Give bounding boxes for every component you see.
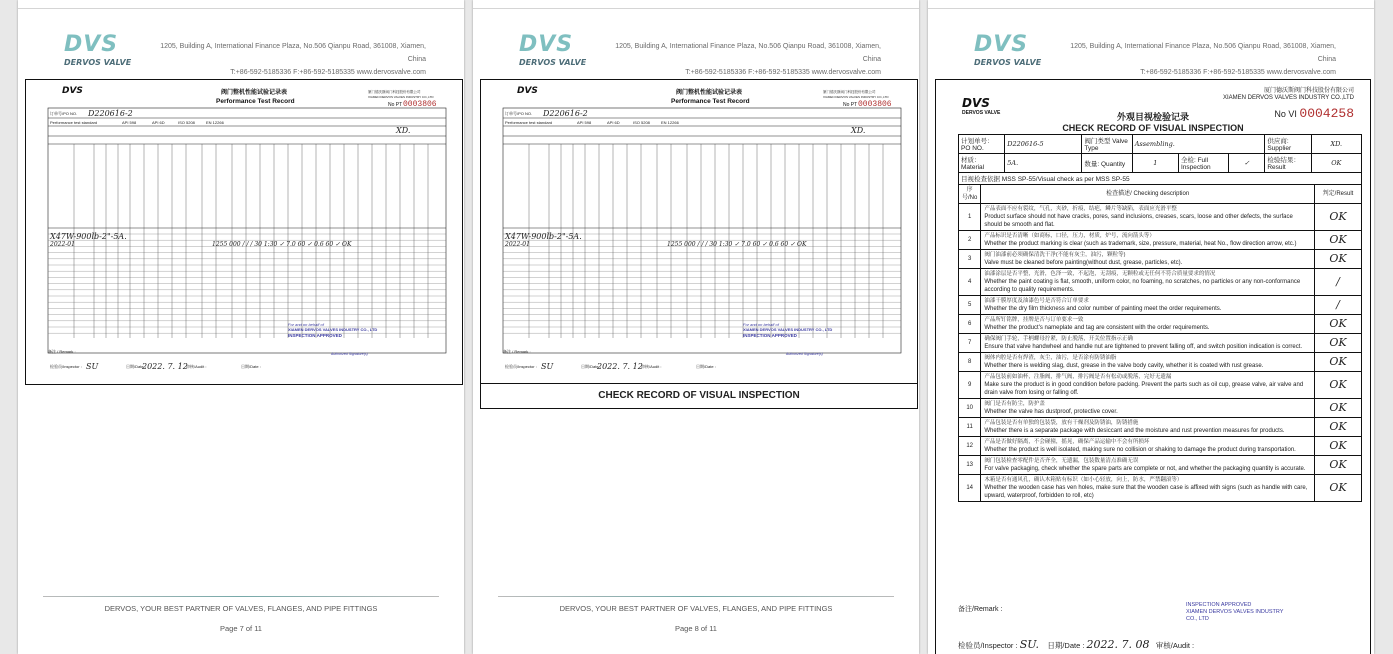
scanned-performance-test-record: [480, 79, 918, 385]
logo-mark: DVS: [64, 32, 119, 57]
supplier-label: 供应商: Supplier: [1265, 135, 1311, 154]
scanned-performance-test-record: [25, 79, 463, 385]
scan-po-label: 订单号/PO NO.: [50, 111, 78, 116]
performance-record-grid: [481, 80, 917, 384]
contact-line: T:+86-592-5185336 F:+86-592-5185335 www.dervosvalve.com: [685, 69, 881, 76]
inspection-item-row: [959, 231, 1362, 250]
performance-record-grid: [26, 80, 462, 384]
po-value: D220616-5: [1005, 135, 1082, 154]
item-description: [981, 334, 1315, 353]
item-result: /: [1315, 269, 1362, 296]
inspection-item-row: [959, 399, 1362, 418]
date-label: 日期/Date :: [1047, 641, 1085, 650]
item-description-cn: 产品表面不应有裂纹，气孔，夹砂，折痕，结疤，鳞片等缺陷，表面应光滑平整: [984, 206, 1177, 212]
company-logo: [64, 34, 136, 70]
valve-type-label: 阀门类型 Valve Type: [1082, 135, 1132, 154]
scan-row-1: X47W-900lb-2"-5A.: [50, 232, 127, 241]
valve-type-value: Assembling.: [1132, 135, 1265, 154]
item-result: OK: [1315, 418, 1362, 437]
stamp-line: For and on behalf of: [288, 322, 324, 327]
logo-mark: DVS: [519, 32, 574, 57]
stamp-line: Authorized Signature(s): [331, 352, 368, 356]
scan-std-option: API 598: [577, 120, 592, 125]
scan-std-option: API 598: [122, 120, 137, 125]
item-description-en: Whether the product's nameplate and tag are consistent with the order requirements.: [984, 325, 1210, 331]
scan-date-label: 日期/Date :: [126, 364, 146, 369]
sheet-company-en: XIAMEN DERVOS VALVES INDUSTRY CO.,LTD: [1222, 95, 1354, 101]
approval-stamp: [1186, 602, 1296, 632]
item-result: OK: [1315, 204, 1362, 231]
item-description-en: Valve must be cleaned before painting(without dust, grease, particles, etc).: [984, 260, 1183, 266]
scan-std-option: ISO 5208: [633, 120, 650, 125]
stamp-line: INSPECTION APPROVED: [288, 333, 342, 338]
scan-remark: 备注 / Remark :: [503, 349, 531, 354]
supplier-value: XD.: [1311, 135, 1361, 154]
item-description-en: Ensure that valve handwheel and handle nut are tightened to prevent falling off, and switch position indication is correct.: [984, 344, 1303, 350]
scan-no-label: No PT: [388, 102, 403, 108]
item-result: OK: [1315, 437, 1362, 456]
item-description-en: Whether the product is well isolated, making sure no collision or shaking to damage the product during transportation.: [984, 447, 1296, 453]
letterhead-address: [146, 40, 426, 79]
inspection-item-row: [959, 269, 1362, 296]
material-value: 5A.: [1005, 154, 1082, 173]
item-result: OK: [1315, 250, 1362, 269]
item-result: OK: [1315, 231, 1362, 250]
inspection-item-row: [959, 296, 1362, 315]
scan-row-2: 2022-01: [505, 241, 530, 248]
item-result: OK: [1315, 315, 1362, 334]
scan-std-option: API 6D: [607, 120, 620, 125]
item-description-cn: 产品包装前如油杯，注脂阀，排气阀，排污阀是否有松动或脱落，完好无遗漏: [984, 374, 1172, 380]
stamp-line: Authorized Signature(s): [786, 352, 823, 356]
item-description-en: Whether the paint coating is flat, smooth, uniform color, no foaming, no scratches, no particles or any non-conformance according to quality requirements.: [984, 279, 1301, 293]
document-page-9: [928, 0, 1374, 654]
item-description: [981, 418, 1315, 437]
item-description-en: Whether the wooden case has ven holes, make sure that the wooden case is affixed with signs (such as handle with care, upward, waterproof, forbidden to roll, etc): [984, 485, 1308, 499]
scan-company-en: XIAMEN DERVOS VALVES INDUSTRY CO.,LTD: [823, 95, 889, 99]
document-page-7: [18, 0, 464, 654]
item-number: 1: [959, 204, 981, 231]
inspection-item-row: [959, 475, 1362, 502]
footer-tagline: DERVOS, YOUR BEST PARTNER OF VALVES, FLANGES, AND PIPE FITTINGS: [559, 604, 833, 613]
quantity-label: 数量: Quantity: [1082, 154, 1132, 173]
scan-row-values: 1255 000 / / / 30 1:30 ✓ 7.0 60 ✓ 0.6 60 ✓ OK: [212, 241, 352, 248]
item-result: OK: [1315, 372, 1362, 399]
scan-standard-label: Performance test standard: [50, 120, 98, 125]
logo-brand: DERVOS VALVE: [974, 58, 1042, 67]
item-description: [981, 231, 1315, 250]
result-label: 检验结果：Result: [1265, 154, 1311, 173]
signature-row: [958, 638, 1194, 651]
inspection-item-row: [959, 334, 1362, 353]
stamp-line: INSPECTION APPROVED: [1186, 602, 1252, 608]
page-number: Page 8 of 11: [675, 624, 717, 633]
scan-title-cn: 阀门整机性能试验记录表: [676, 90, 743, 96]
item-description: [981, 475, 1315, 502]
scan-title-en: Performance Test Record: [671, 98, 750, 105]
scan-no-label: No PT: [843, 102, 858, 108]
item-description-en: Product surface should not have cracks, pores, sand inclusions, creases, scars, loose and other defects, the surface should be smooth and flat.: [984, 214, 1293, 228]
item-number: 10: [959, 399, 981, 418]
company-logo: [974, 34, 1046, 70]
column-header-result: 判定/Result: [1315, 185, 1362, 204]
item-result: OK: [1315, 456, 1362, 475]
scan-supplier-value: XD.: [851, 126, 866, 135]
inspector-label: 检验员/Inspector :: [958, 641, 1018, 650]
item-description-cn: 木箱是否有通风孔，确认木箱贴有标识（如小心轻放，向上，防水，严禁翻滚等）: [984, 477, 1183, 483]
scan-inspector-label: 检验员/Inspector :: [505, 364, 537, 369]
item-description: [981, 269, 1315, 296]
scan-title-en: Performance Test Record: [216, 98, 295, 105]
inspection-header-table: [958, 134, 1362, 185]
sheet-company: [1223, 88, 1354, 102]
scan-std-option: API 6D: [152, 120, 165, 125]
item-description-cn: 油漆涂层是否平整，光滑，色泽一致，不起泡，无刮痕，无颗粒或无任何不符合质量要求的情况: [984, 271, 1216, 277]
scan-audit-label: 审核/Audit :: [186, 364, 207, 369]
scan-row-2: 2022-01: [50, 241, 75, 248]
sheet-no-label: No VI: [1274, 109, 1297, 119]
figure-caption: CHECK RECORD OF VISUAL INSPECTION: [598, 390, 800, 401]
footer-tagline: DERVOS, YOUR BEST PARTNER OF VALVES, FLANGES, AND PIPE FITTINGS: [104, 604, 378, 613]
contact-line: T:+86-592-5185336 F:+86-592-5185335 www.dervosvalve.com: [230, 69, 426, 76]
scan-std-option: ISO 5208: [178, 120, 195, 125]
scan-title-cn: 阀门整机性能试验记录表: [221, 90, 288, 96]
item-description-en: Whether the dry film thickness and color number of painting meet the order requirements.: [984, 306, 1222, 312]
scan-company-en: XIAMEN DERVOS VALVES INDUSTRY CO.,LTD: [368, 95, 434, 99]
item-number: 8: [959, 353, 981, 372]
item-description-en: Whether the valve has dustproof, protective cover.: [984, 409, 1118, 415]
inspection-item-row: [959, 353, 1362, 372]
item-number: 5: [959, 296, 981, 315]
item-description-en: For valve packaging, check whether the spare parts are complete or not, and whether the packaging quantity is accurate.: [984, 466, 1306, 472]
previous-page-edge: [928, 0, 1374, 9]
item-result: OK: [1315, 475, 1362, 502]
inspection-item-row: [959, 418, 1362, 437]
item-description: [981, 315, 1315, 334]
scan-supplier-value: XD.: [396, 126, 411, 135]
full-inspection-label: 全检: Full Inspection: [1178, 154, 1228, 173]
inspector-value: SU.: [1019, 638, 1039, 651]
scan-inspector-label: 检验员/Inspector :: [50, 364, 82, 369]
scan-audit-date-label: 日期/Date :: [241, 364, 261, 369]
po-label: 计划单号：PO NO.: [959, 135, 1005, 154]
contact-line: T:+86-592-5185336 F:+86-592-5185335 www.dervosvalve.com: [1140, 69, 1336, 76]
item-result: OK: [1315, 334, 1362, 353]
scan-remark: 备注 / Remark :: [48, 349, 76, 354]
scan-std-option: EN 12266: [661, 120, 679, 125]
scan-po-value: D220616-2: [543, 109, 588, 118]
sheet-company-cn: 厦门德沃斯阀门科技股份有限公司: [1263, 88, 1354, 94]
item-description-cn: 产品标识是否清晰（如商标，口径，压力，材质，炉号，流向箭头等）: [984, 233, 1155, 239]
column-header-no: 序号/No: [959, 185, 981, 204]
item-description-cn: 阀门油漆前必须确保清洗干净(不能有灰尘，油污，颗粒等): [984, 252, 1126, 258]
stamp-line: XIAMEN DERVOS VALVES INDUSTRY CO., LTD: [1186, 609, 1284, 622]
sheet-title-en: CHECK RECORD OF VISUAL INSPECTION: [1062, 123, 1244, 133]
audit-label: 审核/Audit :: [1155, 641, 1195, 650]
checking-items-table: [958, 184, 1362, 502]
scan-date-label: 日期/Date :: [581, 364, 601, 369]
address-line: 1205, Building A, International Finance Plaza, No.506 Qianpu Road, 361008, Xiamen, China: [160, 43, 426, 63]
item-description-cn: 产品是否做好隔离，不会碰撞，摇晃，确保产品运输中不会有所损坏: [984, 439, 1150, 445]
date-value: 2022. 7. 08: [1086, 638, 1150, 651]
item-description: [981, 250, 1315, 269]
sheet-logo-mark: DVS: [962, 96, 990, 110]
scan-audit-date-label: 日期/Date :: [696, 364, 716, 369]
item-number: 7: [959, 334, 981, 353]
item-result: /: [1315, 296, 1362, 315]
letterhead-address: [601, 40, 881, 79]
scan-logo: DVS: [517, 86, 538, 96]
inspection-basis: 目视检查依据 MSS SP-55/Visual check as per MSS SP-55: [959, 173, 1362, 185]
scan-company: 厦门德沃斯阀门科技股份有限公司: [368, 90, 421, 94]
item-description-cn: 确保阀门手轮，手柄螺母拧紧，防止脱落，开关位置指示正确: [984, 336, 1133, 342]
previous-page-edge: [473, 0, 919, 9]
item-result: OK: [1315, 353, 1362, 372]
item-description-en: Whether there is welding slag, dust, grease in the valve body cavity, whether it is coated with rust grease.: [984, 363, 1264, 369]
item-description: [981, 456, 1315, 475]
sheet-title: [936, 112, 1370, 134]
scan-std-option: EN 12266: [206, 120, 224, 125]
scan-inspector-value: SU: [541, 362, 554, 371]
previous-page-edge: [18, 0, 464, 9]
item-description-cn: 油漆干膜厚度及油漆色号是否符合订单要求: [984, 298, 1089, 304]
item-description-cn: 阀门包装检查零配件是否齐全，无遗漏，包装数量清点准确无误: [984, 458, 1139, 464]
item-description: [981, 296, 1315, 315]
item-description: [981, 372, 1315, 399]
item-result: OK: [1315, 399, 1362, 418]
scanned-visual-inspection-record: [935, 79, 1371, 654]
inspection-item-row: [959, 204, 1362, 231]
remark-label: 备注/Remark :: [958, 606, 1003, 613]
stamp-line: INSPECTION APPROVED: [743, 333, 797, 338]
item-description: [981, 399, 1315, 418]
scan-row-values: 1255 000 / / / 30 1:30 ✓ 7.0 60 ✓ 0.6 60 ✓ OK: [667, 241, 807, 248]
item-description-cn: 产品所钉铭牌，挂牌是否与订单要求一致: [984, 317, 1084, 323]
scan-row-1: X47W-900lb-2"-5A.: [505, 232, 582, 241]
scan-inspector-value: SU: [86, 362, 99, 371]
caption-box: [480, 383, 918, 409]
stamp-line: XIAMEN DERVOS VALVES INDUSTRY CO., LTD: [288, 327, 378, 332]
scan-logo: DVS: [62, 86, 83, 96]
quantity-value: 1: [1132, 154, 1178, 173]
company-logo: [519, 34, 591, 70]
scan-po-label: 订单号/PO NO.: [505, 111, 533, 116]
sheet-title-cn: 外观目视检验记录: [1116, 112, 1189, 122]
inspection-item-row: [959, 437, 1362, 456]
inspection-item-row: [959, 250, 1362, 269]
scan-standard-label: Performance test standard: [505, 120, 553, 125]
item-description: [981, 353, 1315, 372]
item-description-en: Whether there is a separate package with desiccant and the moisture and rust prevention measures for products.: [984, 428, 1285, 434]
page-number: Page 7 of 11: [220, 624, 262, 633]
item-number: 6: [959, 315, 981, 334]
scan-date-value: 2022. 7. 12: [142, 362, 188, 371]
inspection-item-row: [959, 456, 1362, 475]
document-page-8: [473, 0, 919, 654]
stamp-line: XIAMEN DERVOS VALVES INDUSTRY CO., LTD: [743, 327, 833, 332]
scan-date-value: 2022. 7. 12: [597, 362, 643, 371]
sheet-logo-brand: DERVOS VALVE: [962, 110, 1001, 116]
address-line: 1205, Building A, International Finance Plaza, No.506 Qianpu Road, 361008, Xiamen, China: [1070, 43, 1336, 63]
footer-divider: [498, 596, 894, 597]
column-header-description: 检查描述/ Checking description: [981, 185, 1315, 204]
scan-no-value: 0003806: [403, 100, 437, 109]
logo-brand: DERVOS VALVE: [64, 58, 132, 67]
item-number: 11: [959, 418, 981, 437]
scan-no-value: 0003806: [858, 100, 892, 109]
item-number: 12: [959, 437, 981, 456]
sheet-no-value: 0004258: [1299, 106, 1354, 121]
inspection-item-row: [959, 372, 1362, 399]
scan-po-value: D220616-2: [88, 109, 133, 118]
item-number: 2: [959, 231, 981, 250]
footer-divider: [43, 596, 439, 597]
item-description: [981, 204, 1315, 231]
item-description-cn: 产品包装是否有单独的包装袋，放有干燥剂及防锈油，防锈措施: [984, 420, 1139, 426]
material-label: 材质： Material: [959, 154, 1005, 173]
logo-mark: DVS: [974, 32, 1029, 57]
logo-brand: DERVOS VALVE: [519, 58, 587, 67]
full-inspection-value: ✓: [1229, 154, 1265, 173]
item-description-cn: 阀体内腔是否有焊渣，灰尘，油污，是否涂有防锈油脂: [984, 355, 1117, 361]
scan-company: 厦门德沃斯阀门科技股份有限公司: [823, 90, 876, 94]
stamp-line: For and on behalf of: [743, 322, 779, 327]
result-value: OK: [1311, 154, 1361, 173]
item-number: 9: [959, 372, 981, 399]
item-description-en: Make sure the product is in good condition before packing. Prevent the parts such as oil cup, grease valve, air valve and drain valve from losing or falling off.: [984, 382, 1304, 396]
inspection-item-row: [959, 315, 1362, 334]
item-number: 4: [959, 269, 981, 296]
address-line: 1205, Building A, International Finance Plaza, No.506 Qianpu Road, 361008, Xiamen, China: [615, 43, 881, 63]
item-description: [981, 437, 1315, 456]
item-description-en: Whether the product marking is clear (such as trademark, size, pressure, material, heat No., flow direction arrow, etc.): [984, 241, 1297, 247]
letterhead-address: [1056, 40, 1336, 79]
item-number: 13: [959, 456, 981, 475]
item-number: 14: [959, 475, 981, 502]
scan-audit-label: 审核/Audit :: [641, 364, 662, 369]
item-number: 3: [959, 250, 981, 269]
item-description-cn: 阀门是否有防尘，防护盖: [984, 401, 1045, 407]
